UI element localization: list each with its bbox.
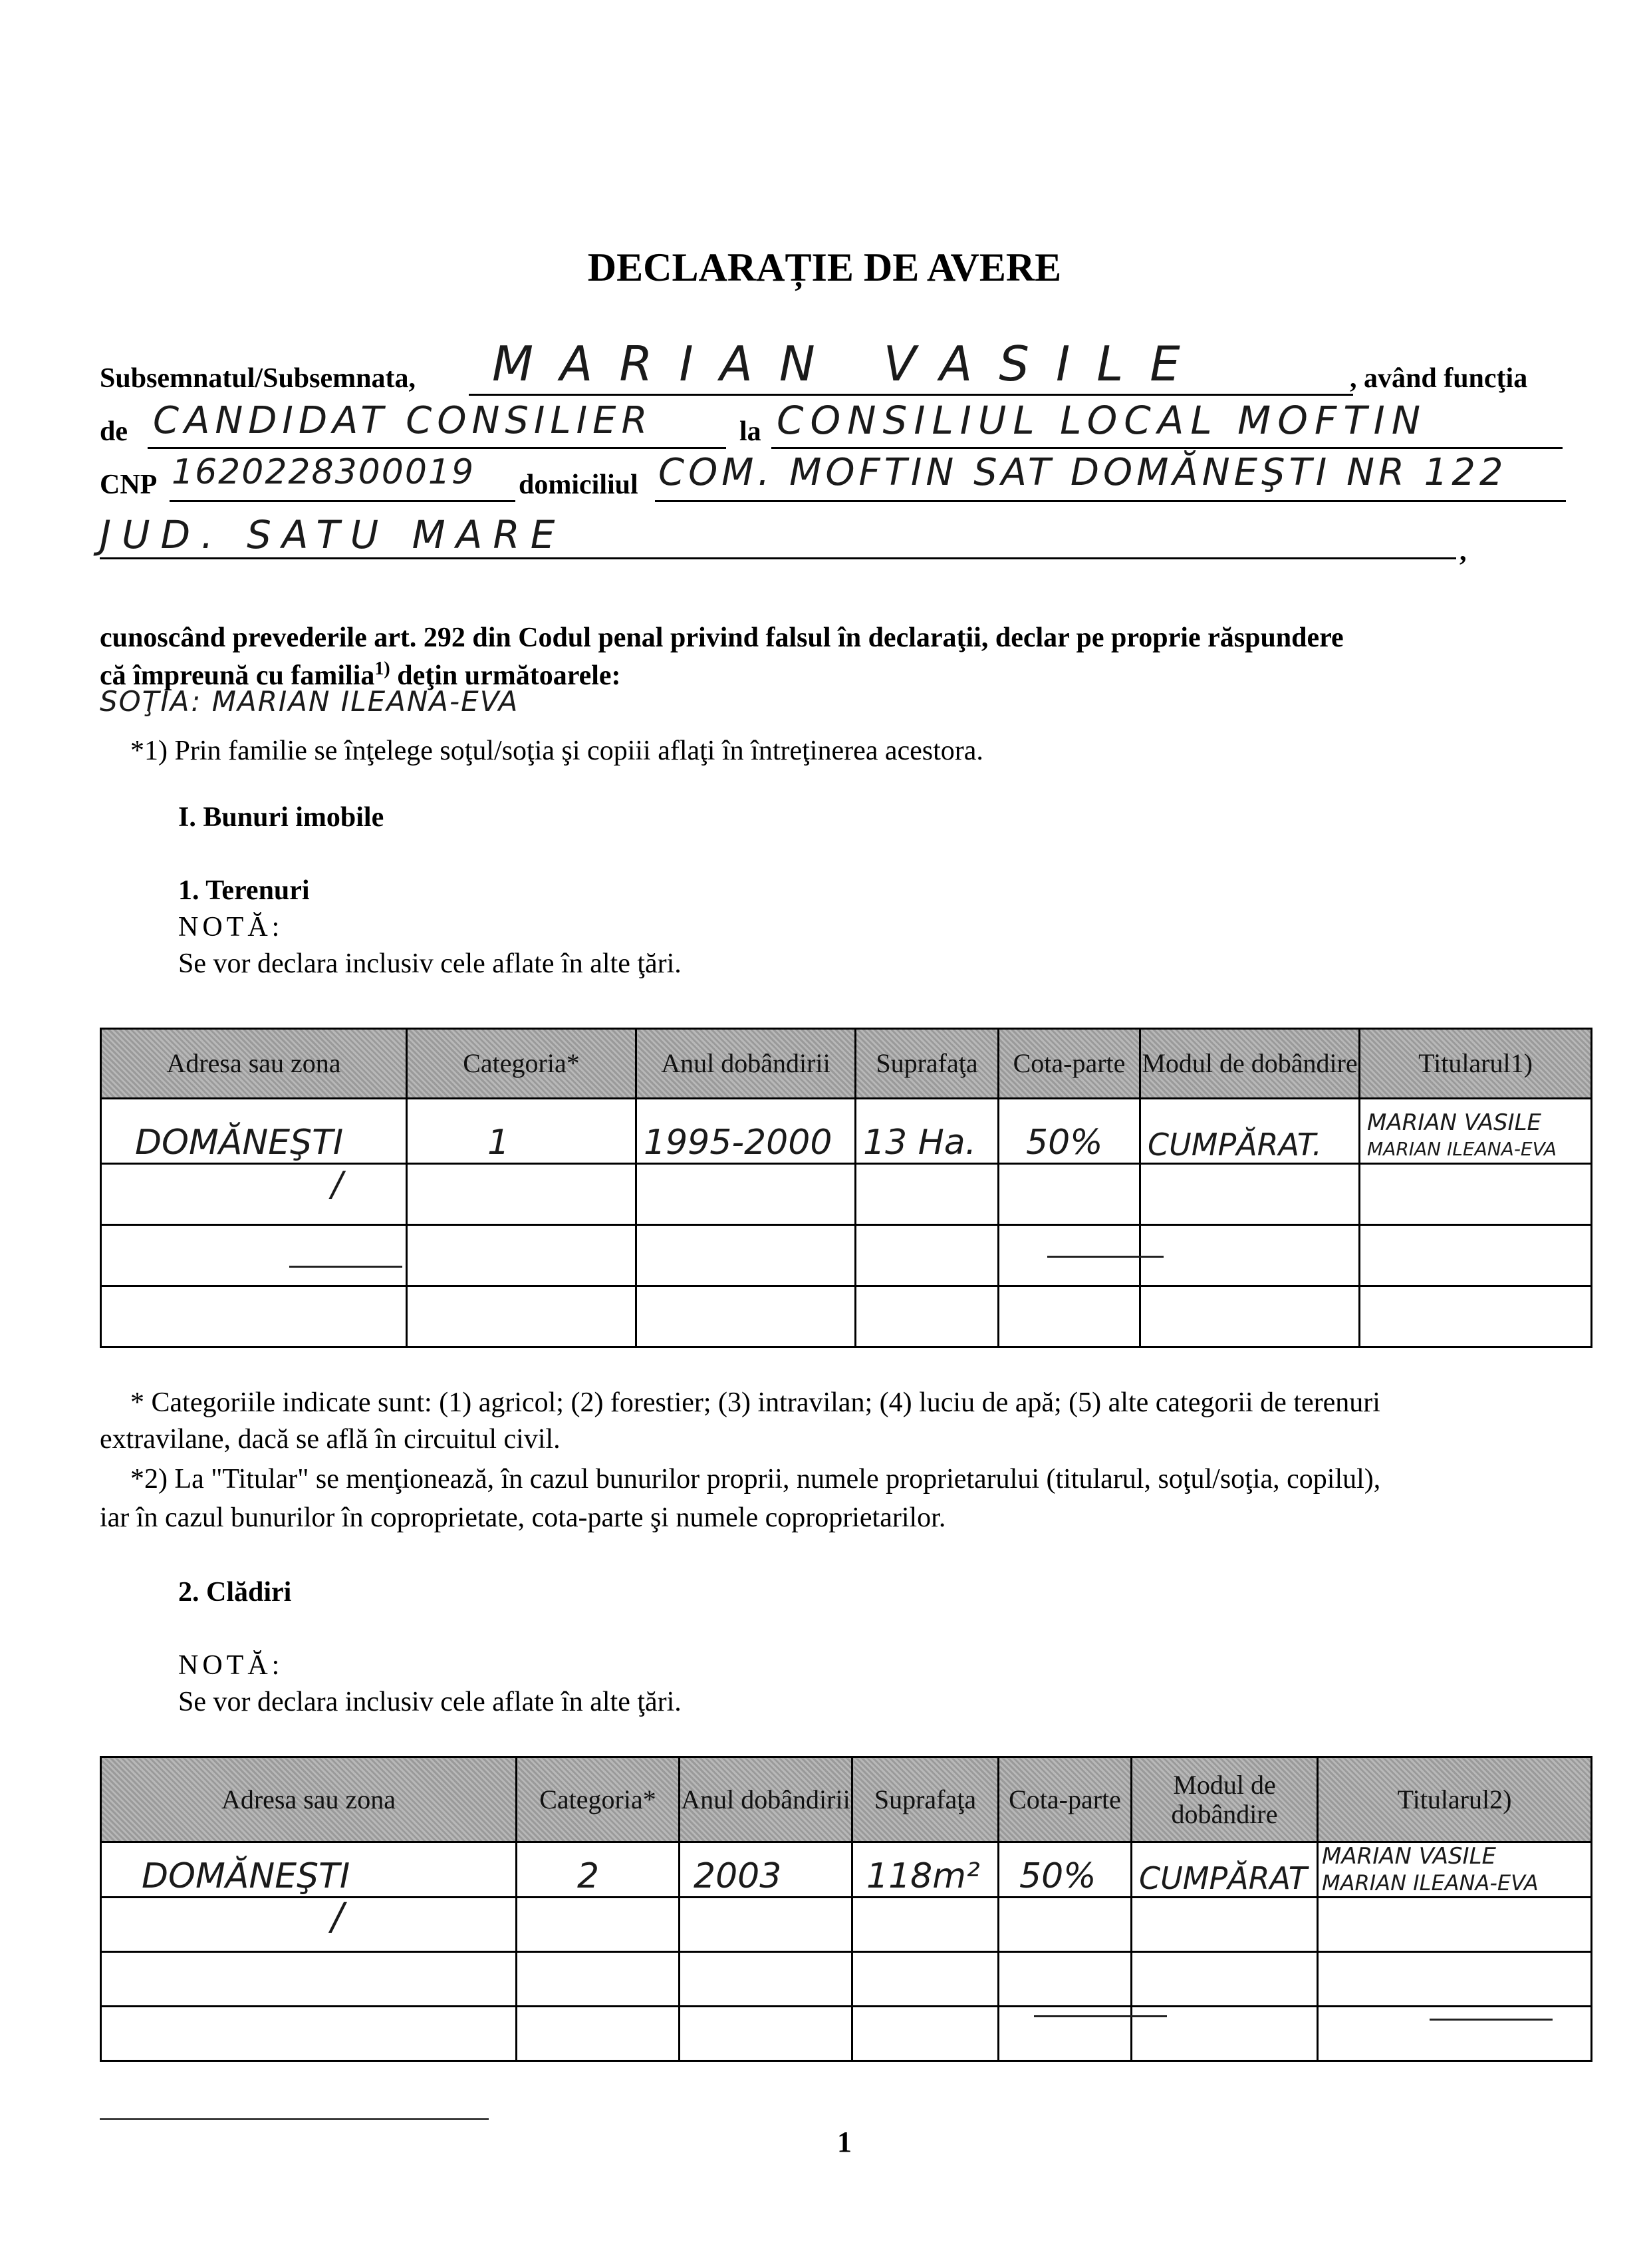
cladiri-empty-cell[interactable] <box>999 1898 1132 1952</box>
terenuri-categoria-cell[interactable]: 1 <box>407 1099 636 1164</box>
name-value[interactable]: MARIAN VASILE <box>492 336 1207 392</box>
terenuri-empty-cell[interactable] <box>1140 1225 1360 1286</box>
cladiri-empty-cell[interactable] <box>999 2007 1132 2061</box>
cnp-value[interactable]: 1620228300019 <box>172 452 475 492</box>
cladiri-titular-cell[interactable] <box>1318 1842 1592 1898</box>
terenuri-empty-cell[interactable] <box>636 1286 856 1347</box>
terenuri-empty-cell[interactable] <box>101 1164 407 1225</box>
cnp-underline <box>170 500 515 502</box>
cladiri-empty-cell[interactable] <box>1132 1952 1318 2007</box>
terenuri-modul-cell[interactable]: CUMPĂRAT. <box>1140 1099 1360 1164</box>
footnote-categorii-2: extravilane, dacă se află în circuitul civil. <box>100 1424 561 1455</box>
cladiri-row-4 <box>101 2007 1592 2061</box>
terenuri-nota: NOTĂ: <box>178 912 284 942</box>
cladiri-empty-cell[interactable] <box>517 1952 680 2007</box>
cladiri-titular-2: MARIAN ILEANA-EVA <box>1322 1870 1539 1896</box>
cladiri-empty-cell[interactable] <box>1132 1898 1318 1952</box>
cladiri-categoria-cell[interactable]: 2 <box>517 1842 680 1898</box>
dash-mark <box>1034 2015 1167 2017</box>
cladiri-empty-cell[interactable] <box>852 2007 999 2061</box>
terenuri-empty-cell[interactable] <box>1360 1164 1592 1225</box>
intro-line-1: cunoscând prevederile art. 292 din Codul penal privind falsul în declaraţii, declar pe proprie răspundere <box>100 623 1344 653</box>
footnote-titular-2: iar în cazul bunurilor în coproprietate, cota-parte şi numele coproprietarilor. <box>100 1502 946 1533</box>
cladiri-header-modul: Modul de dobândire <box>1132 1757 1318 1842</box>
slash-mark: / <box>331 1165 343 1205</box>
cladiri-empty-cell[interactable] <box>852 1952 999 2007</box>
cladiri-header-cota: Cota-parte <box>999 1757 1132 1842</box>
comma-mark: , <box>1459 536 1467 567</box>
cladiri-row-3 <box>101 1952 1592 2007</box>
terenuri-titular-1: MARIAN VASILE <box>1367 1109 1541 1136</box>
de-label: de <box>100 416 128 447</box>
terenuri-header-categoria: Categoria* <box>407 1029 636 1099</box>
cladiri-empty-cell[interactable] <box>101 1898 517 1952</box>
terenuri-empty-cell[interactable] <box>856 1164 999 1225</box>
cladiri-empty-cell[interactable] <box>680 1898 852 1952</box>
cladiri-row-2 <box>101 1898 1592 1952</box>
intro-line-2-end: deţin următoarele: <box>390 660 621 691</box>
terenuri-empty-cell[interactable] <box>636 1225 856 1286</box>
terenuri-title: 1. Terenuri <box>178 875 310 906</box>
domiciliu-underline-2 <box>100 557 1456 559</box>
cladiri-nota-text: Se vor declara inclusiv cele aflate în alte ţări. <box>178 1687 682 1717</box>
terenuri-header-suprafata: Suprafaţa <box>856 1029 999 1099</box>
avand-functia-label: , având funcţia <box>1350 363 1528 394</box>
terenuri-empty-cell[interactable] <box>999 1164 1140 1225</box>
footnote-ref-1: 1) <box>374 658 390 679</box>
terenuri-row-2 <box>101 1164 1592 1225</box>
functia-underline <box>148 447 726 449</box>
footnote-titular: *2) La "Titular" se menţionează, în cazul bunurilor proprii, numele proprietarului (titularul, soţul/soţia, copilul), <box>130 1464 1381 1494</box>
terenuri-header-adresa: Adresa sau zona <box>101 1029 407 1099</box>
terenuri-suprafata-cell[interactable]: 13 Ha. <box>856 1099 999 1164</box>
terenuri-anul-cell[interactable]: 1995-2000 <box>636 1099 856 1164</box>
cladiri-nota: NOTĂ: <box>178 1650 284 1681</box>
cladiri-empty-cell[interactable] <box>680 2007 852 2061</box>
footnote-separator <box>100 2118 489 2120</box>
la-label: la <box>739 416 761 447</box>
cladiri-cota-cell[interactable]: 50% <box>999 1842 1132 1898</box>
subsemnat-label: Subsemnatul/Subsemnata, <box>100 363 416 394</box>
cladiri-empty-cell[interactable] <box>852 1898 999 1952</box>
cladiri-header-titular: Titularul2) <box>1318 1757 1592 1842</box>
terenuri-nota-text: Se vor declara inclusiv cele aflate în alte ţări. <box>178 948 682 979</box>
name-underline <box>469 394 1353 396</box>
terenuri-empty-cell[interactable] <box>856 1286 999 1347</box>
cladiri-empty-cell[interactable] <box>1318 2007 1592 2061</box>
section-bunuri-imobile: I. Bunuri imobile <box>178 802 384 833</box>
cladiri-header-suprafata: Suprafaţa <box>852 1757 999 1842</box>
terenuri-empty-cell[interactable] <box>1140 1164 1360 1225</box>
terenuri-cota-cell[interactable]: 50% <box>999 1099 1140 1164</box>
cladiri-titular-1: MARIAN VASILE <box>1322 1843 1496 1870</box>
terenuri-empty-cell[interactable] <box>636 1164 856 1225</box>
cladiri-empty-cell[interactable] <box>1318 1952 1592 2007</box>
cladiri-empty-cell[interactable] <box>1132 2007 1318 2061</box>
dash-mark <box>289 1266 402 1268</box>
intro-line-2-text: că împreună cu familia <box>100 660 375 691</box>
cladiri-adresa-cell[interactable]: DOMĂNEŞTI <box>101 1842 517 1898</box>
cladiri-suprafata-cell[interactable]: 118m² <box>852 1842 999 1898</box>
cladiri-header-anul: Anul dobândirii <box>680 1757 852 1842</box>
dash-mark <box>1047 1256 1164 1258</box>
terenuri-header-modul: Modul de dobândire <box>1140 1029 1360 1099</box>
cladiri-header-categoria: Categoria* <box>517 1757 680 1842</box>
document-title: DECLARAȚIE DE AVERE <box>587 245 1062 289</box>
terenuri-row-1 <box>101 1099 1592 1164</box>
terenuri-titular-2: MARIAN ILEANA-EVA <box>1367 1138 1557 1160</box>
cladiri-empty-cell[interactable] <box>101 1952 517 2007</box>
cladiri-empty-cell[interactable] <box>680 1952 852 2007</box>
terenuri-empty-cell[interactable] <box>1360 1286 1592 1347</box>
domiciliu-value-2[interactable]: JUD. SATU MARE <box>100 512 566 557</box>
domiciliu-value[interactable]: COM. MOFTIN SAT DOMĂNEŞTI NR 122 <box>658 451 1507 494</box>
cladiri-anul-cell[interactable]: 2003 <box>680 1842 852 1898</box>
domiciliul-label: domiciliul <box>519 470 638 500</box>
terenuri-empty-cell[interactable] <box>101 1286 407 1347</box>
institutia-value[interactable]: CONSILIUL LOCAL MOFTIN <box>777 398 1428 443</box>
terenuri-table <box>100 1028 1592 1348</box>
cnp-label: CNP <box>100 470 158 500</box>
cladiri-empty-cell[interactable] <box>517 2007 680 2061</box>
family-value[interactable]: SOŢIA: MARIAN ILEANA-EVA <box>100 685 519 718</box>
terenuri-empty-cell[interactable] <box>1360 1225 1592 1286</box>
terenuri-empty-cell[interactable] <box>1140 1286 1360 1347</box>
terenuri-header-cota: Cota-parte <box>999 1029 1140 1099</box>
terenuri-empty-cell[interactable] <box>407 1164 636 1225</box>
institutia-underline <box>771 447 1563 449</box>
terenuri-adresa-cell[interactable]: DOMĂNEŞTI <box>101 1099 407 1164</box>
terenuri-row-4 <box>101 1286 1592 1347</box>
page-number: 1 <box>837 2126 852 2158</box>
terenuri-header-titular: Titularul1) <box>1360 1029 1592 1099</box>
cladiri-title: 2. Clădiri <box>178 1577 292 1608</box>
terenuri-empty-cell[interactable] <box>856 1225 999 1286</box>
terenuri-empty-cell[interactable] <box>999 1286 1140 1347</box>
terenuri-empty-cell[interactable] <box>101 1225 407 1286</box>
footnote-categorii: * Categoriile indicate sunt: (1) agricol; (2) forestier; (3) intravilan; (4) luciu de apă; (5) alte categorii de terenuri <box>130 1387 1380 1418</box>
cladiri-empty-cell[interactable] <box>101 2007 517 2061</box>
dash-mark <box>1430 2019 1553 2021</box>
functia-value[interactable]: CANDIDAT CONSILIER <box>153 399 653 442</box>
cladiri-empty-cell[interactable] <box>517 1898 680 1952</box>
footnote-family: *1) Prin familie se înţelege soţul/soţia şi copiii aflaţi în întreţinerea acestora. <box>130 736 983 766</box>
terenuri-empty-cell[interactable] <box>407 1286 636 1347</box>
cladiri-header-adresa: Adresa sau zona <box>101 1757 517 1842</box>
terenuri-row-3 <box>101 1225 1592 1286</box>
cladiri-empty-cell[interactable] <box>999 1952 1132 2007</box>
slash-mark: / <box>331 1896 344 1939</box>
terenuri-empty-cell[interactable] <box>407 1225 636 1286</box>
cladiri-table <box>100 1756 1592 2062</box>
domiciliu-underline <box>655 500 1566 502</box>
terenuri-titular-cell[interactable] <box>1360 1099 1592 1164</box>
cladiri-row-1 <box>101 1842 1592 1898</box>
cladiri-modul-cell[interactable]: CUMPĂRAT <box>1132 1842 1318 1898</box>
terenuri-header-anul: Anul dobândirii <box>636 1029 856 1099</box>
cladiri-empty-cell[interactable] <box>1318 1898 1592 1952</box>
